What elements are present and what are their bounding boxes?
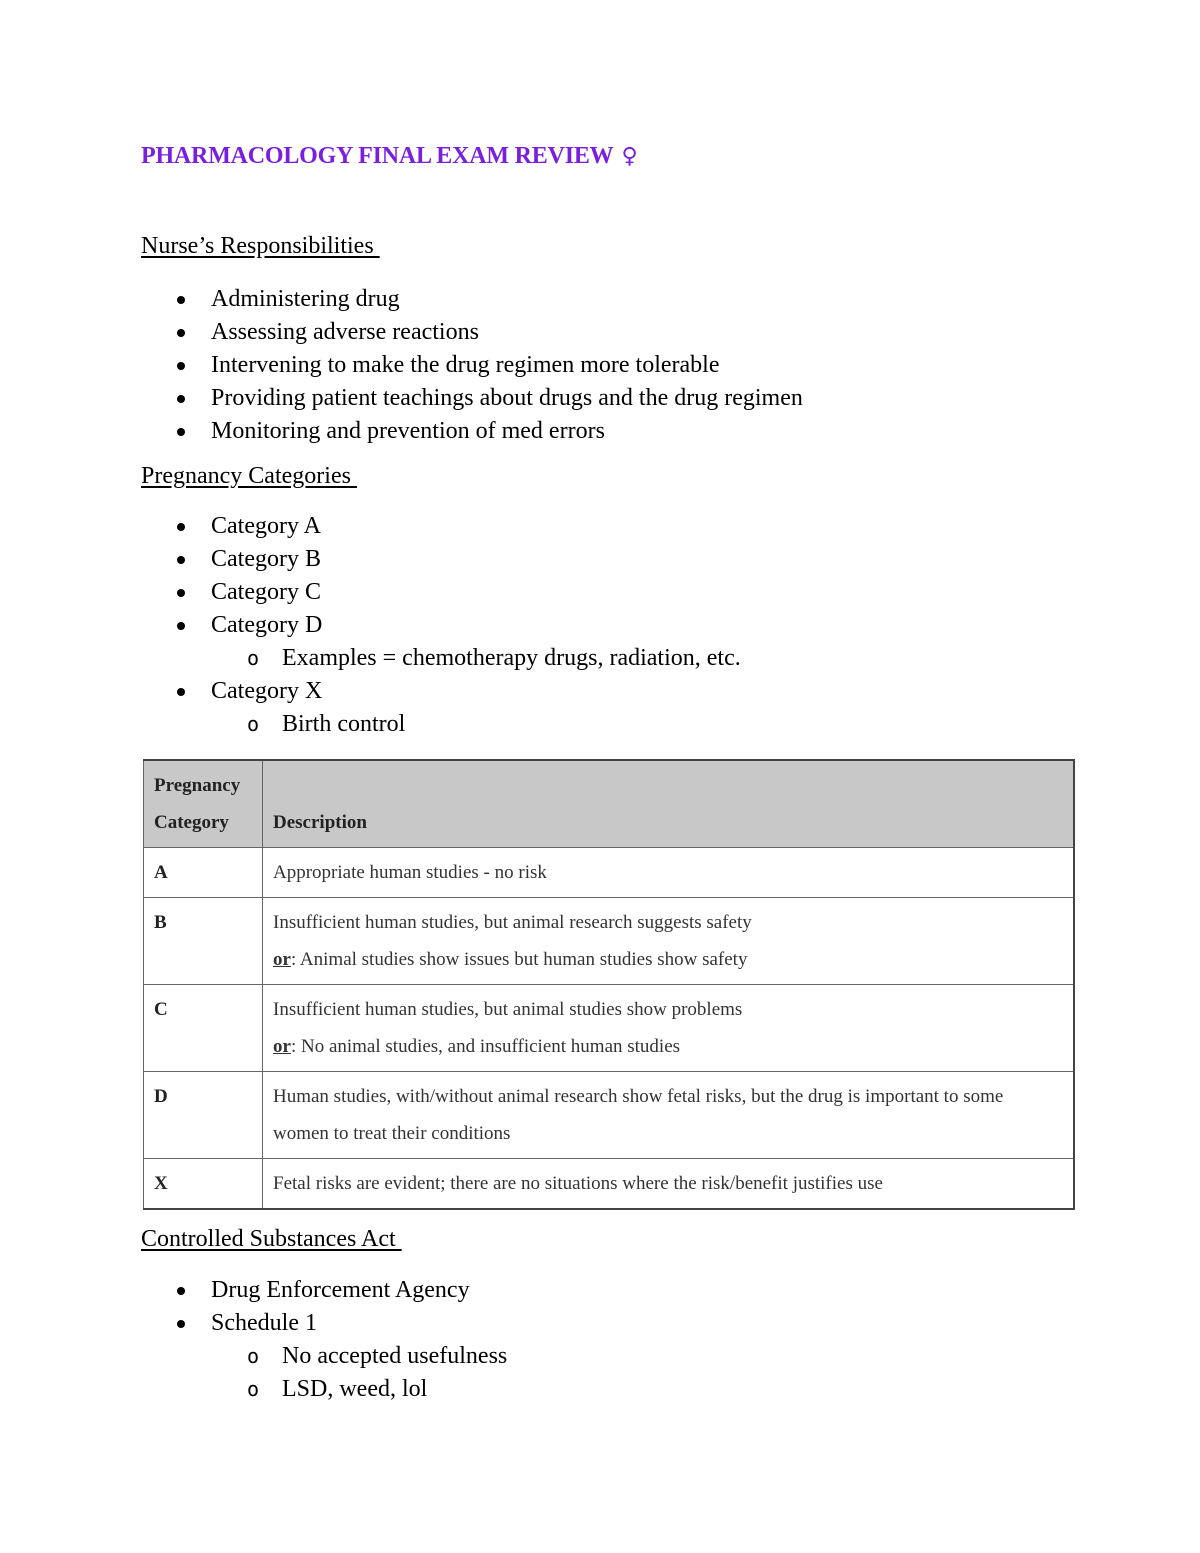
controlled-substances-list	[0, 1274, 507, 1406]
category-cell: B	[144, 898, 263, 985]
list-item: Intervening to make the drug regimen more tolerable	[0, 349, 803, 382]
sub-list-item: o Examples = chemotherapy drugs, radiation, etc.	[0, 642, 741, 675]
title-text: PHARMACOLOGY FINAL EXAM REVIEW	[141, 143, 614, 169]
section-heading-nurse: Nurse’s Responsibilities	[141, 233, 380, 259]
description-cell	[263, 898, 1075, 985]
section-heading-pregnancy: Pregnancy Categories	[141, 463, 357, 489]
description-cell: Appropriate human studies - no risk	[263, 848, 1075, 898]
table-row	[144, 985, 1075, 1072]
sub-list-item: o LSD, weed, lol	[0, 1373, 507, 1406]
list-item: Drug Enforcement Agency	[0, 1274, 507, 1307]
female-symbol-icon: ♀	[621, 144, 638, 169]
header-label: Category	[154, 812, 229, 833]
list-item: Providing patient teachings about drugs and the drug regimen	[0, 382, 803, 415]
list-item: Category D	[0, 609, 741, 642]
pregnancy-categories-list	[0, 510, 741, 741]
sub-list-item: o No accepted usefulness	[0, 1340, 507, 1373]
document-title	[141, 143, 637, 170]
header-cell-description: Description	[263, 760, 1075, 848]
description-line: Insufficient human studies, but animal research suggests safety	[273, 912, 752, 933]
header-cell-category	[144, 760, 263, 848]
category-cell: A	[144, 848, 263, 898]
list-item: Category C	[0, 576, 741, 609]
category-cell: X	[144, 1159, 263, 1210]
table-row	[144, 1159, 1075, 1210]
header-label: Pregnancy	[154, 775, 241, 796]
list-item: Category A	[0, 510, 741, 543]
description-cell	[263, 985, 1075, 1072]
list-item: Assessing adverse reactions	[0, 316, 803, 349]
or-label: or	[273, 1036, 291, 1057]
table	[143, 759, 1075, 1210]
table-row	[144, 898, 1075, 985]
description-line: : No animal studies, and insufficient human studies	[290, 1036, 681, 1057]
sub-list-item: o Birth control	[0, 708, 741, 741]
or-label: or	[273, 949, 291, 970]
description-line: : Animal studies show issues but human studies show safety	[290, 949, 748, 970]
nurse-responsibilities-list	[0, 283, 803, 448]
list-item: Category B	[0, 543, 741, 576]
category-cell: D	[144, 1072, 263, 1159]
description-cell: Fetal risks are evident; there are no situations where the risk/benefit justifies use	[263, 1159, 1075, 1210]
description-cell: Human studies, with/without animal research show fetal risks, but the drug is important to some women to treat their conditions	[263, 1072, 1075, 1159]
table-row	[144, 1072, 1075, 1159]
list-item: Schedule 1	[0, 1307, 507, 1340]
pregnancy-category-table	[143, 759, 1075, 1210]
list-item: Monitoring and prevention of med errors	[0, 415, 803, 448]
section-heading-controlled: Controlled Substances Act	[141, 1226, 402, 1252]
table-row	[144, 848, 1075, 898]
list-item: Administering drug	[0, 283, 803, 316]
description-line: Insufficient human studies, but animal studies show problems	[273, 999, 743, 1020]
list-item: Category X	[0, 675, 741, 708]
table-header-row	[144, 760, 1075, 848]
category-cell: C	[144, 985, 263, 1072]
